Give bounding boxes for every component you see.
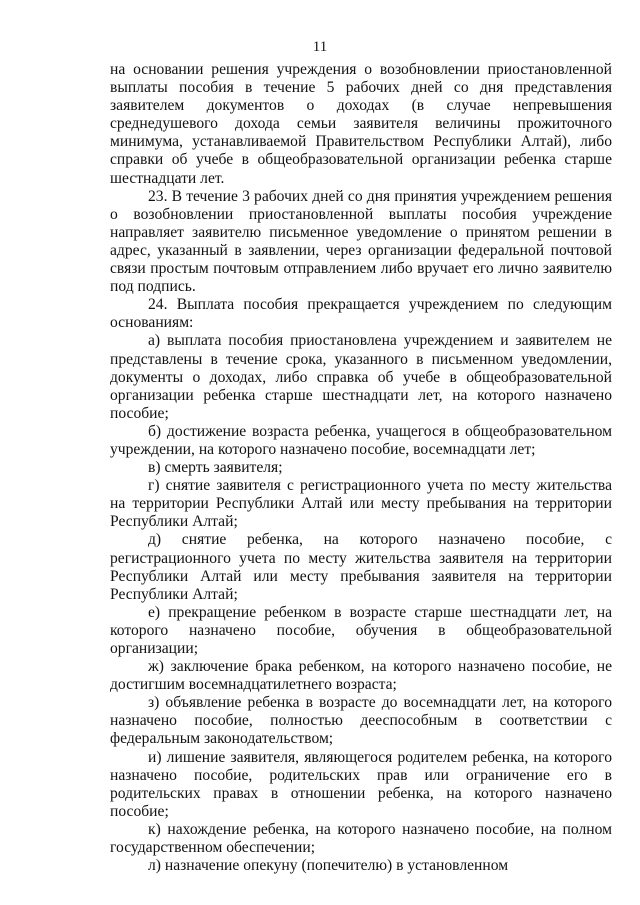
- paragraph: на основании решения учреждения о возобновлении приостановленной выплаты пособия в течение 5 рабочих дней со дня представления заявителем документов о доходах (в случае непревышения среднедушевого дохода семьи заявителя величины прожиточного минимума, устанавливаемой Правительством Республики Алтай), либо справки об учебе в общеобразовательной организации ребенка старше шестнадцати лет.: [110, 61, 612, 187]
- paragraph: з) объявление ребенка в возрасте до восемнадцати лет, на которого назначено пособие, полностью дееспособным в соответствии с федеральным законодательством;: [110, 694, 612, 748]
- paragraph: е) прекращение ребенком в возрасте старше шестнадцати лет, на которого назначено пособие, обучения в общеобразовательной организации;: [110, 603, 612, 657]
- paragraph: и) лишение заявителя, являющегося родителем ребенка, на которого назначено пособие, родительских прав или ограничение его в родительских правах в отношении ребенка, на которого назначено пособие;: [110, 748, 612, 820]
- paragraph: 24. Выплата пособия прекращается учреждением по следующим основаниям:: [110, 296, 612, 332]
- paragraph: д) снятие ребенка, на которого назначено пособие, с регистрационного учета по месту жительства заявителя на территории Республики Алтай или месту пребывания заявителя на территории Республики Алтай;: [110, 531, 612, 603]
- paragraph: а) выплата пособия приостановлена учреждением и заявителем не представлены в течение срока, указанного в письменном уведомлении, документы о доходах, либо справка об учебе в общеобразовательной организации ребенка старше шестнадцати лет, на которого назначено пособие;: [110, 332, 612, 422]
- paragraph: 23. В течение 3 рабочих дней со дня принятия учреждением решения о возобновлении приостановленной выплаты пособия учреждение направляет заявителю письменное уведомление о принятом решении в адрес, указанный в заявлении, через организации федеральной почтовой связи простым почтовым отправлением либо вручает его лично заявителю под подпись.: [110, 187, 612, 296]
- paragraph: в) смерть заявителя;: [148, 459, 283, 477]
- paragraph: б) достижение возраста ребенка, учащегося в общеобразовательном учреждении, на которого назначено пособие, восемнадцати лет;: [110, 422, 612, 458]
- document-body: [110, 61, 612, 875]
- paragraph: к) нахождение ребенка, на которого назначено пособие, на полном государственном обеспечении;: [110, 820, 612, 857]
- paragraph: л) назначение опекуну (попечителю) в установленном: [148, 857, 509, 875]
- page-number: 11: [312, 39, 328, 55]
- paragraph: г) снятие заявителя с регистрационного учета по месту жительства на территории Республики Алтай или месту пребывания на территории Республики Алтай;: [110, 477, 612, 531]
- paragraph: ж) заключение брака ребенком, на которого назначено пособие, не достигшим восемнадцатилетнего возраста;: [110, 658, 612, 694]
